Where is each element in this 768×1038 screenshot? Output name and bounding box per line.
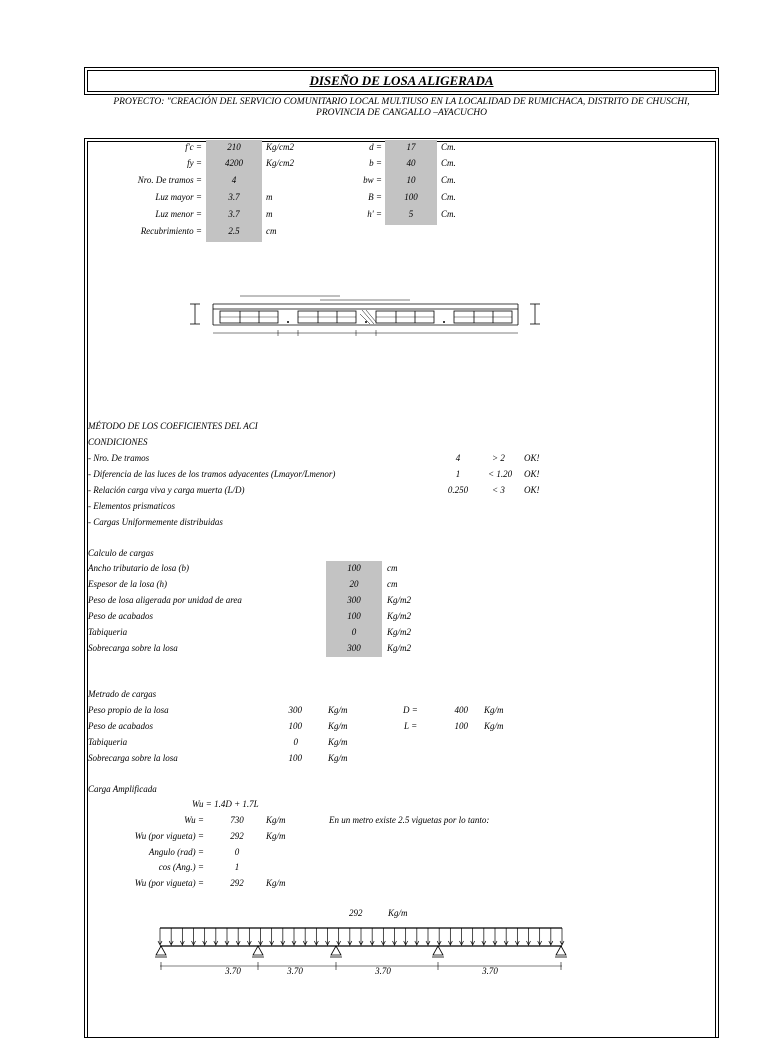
load-unit: cm xyxy=(387,579,398,589)
param-d-value: 17 xyxy=(406,142,416,152)
span-length-label: 3.70 xyxy=(225,966,241,976)
live-load-unit: Kg/m xyxy=(484,721,504,731)
load-unit: Kg/m2 xyxy=(387,611,412,621)
span-length-label: 3.70 xyxy=(375,966,391,976)
project-line-2: PROVINCIA DE CANGALLO –AYACUCHO xyxy=(316,108,487,118)
param-nro-tramos-value: 4 xyxy=(231,175,237,185)
metrado-value: 100 xyxy=(288,721,302,731)
amplified-value: 0 xyxy=(234,847,240,857)
amplified-label: Angulo (rad) = xyxy=(148,847,204,857)
param-fy-label: fy = xyxy=(187,158,202,168)
amplified-unit: Kg/m xyxy=(266,878,286,888)
dead-load-unit: Kg/m xyxy=(484,705,504,715)
param-luz-mayor-label: Luz mayor = xyxy=(155,192,202,202)
amplified-label: Wu (por vigueta) = xyxy=(134,831,204,841)
metrado-unit: Kg/m xyxy=(328,705,348,715)
condition-value: 4 xyxy=(455,453,461,463)
dead-load-label: D = xyxy=(403,705,418,715)
condition-text: - Cargas Uniformemente distribuidas xyxy=(88,517,223,527)
param-fy-unit: Kg/cm2 xyxy=(266,158,294,168)
param-B-unit: Cm. xyxy=(441,192,456,202)
conditions-heading: CONDICIONES xyxy=(88,437,148,447)
load-value: 0 xyxy=(351,627,357,637)
param-luz-menor-unit: m xyxy=(266,209,273,219)
beam-load-unit: Kg/m xyxy=(388,908,408,918)
amplified-label: Wu (por vigueta) = xyxy=(134,878,204,888)
condition-op: < 3 xyxy=(492,485,505,495)
param-fc-unit: Kg/cm2 xyxy=(266,142,294,152)
method-heading: MÉTODO DE LOS COEFICIENTES DEL ACI xyxy=(88,421,258,431)
span-length-label: 3.70 xyxy=(482,966,498,976)
amplified-value: 730 xyxy=(230,815,244,825)
param-luz-menor-value: 3.7 xyxy=(228,209,240,219)
span-length-label: 3.70 xyxy=(287,966,303,976)
live-load-label: L = xyxy=(404,721,418,731)
amplified-label: Wu = xyxy=(184,815,204,825)
load-unit: Kg/m2 xyxy=(387,627,412,637)
slab-section-drawing xyxy=(180,292,560,342)
load-label: Ancho tributario de losa (b) xyxy=(88,563,189,573)
condition-value: 1 xyxy=(455,469,461,479)
amplified-unit: Kg/m xyxy=(266,815,286,825)
param-d-unit: Cm. xyxy=(441,142,456,152)
condition-text: - Nro. De tramos xyxy=(88,453,150,463)
metrado-unit: Kg/m xyxy=(328,737,348,747)
amplified-heading: Carga Amplificada xyxy=(88,784,157,794)
amplified-value: 292 xyxy=(230,831,244,841)
load-value: 20 xyxy=(349,579,359,589)
param-recubrimiento-unit: cm xyxy=(266,226,277,236)
amplified-value: 1 xyxy=(234,862,240,872)
amplified-formula: Wu = 1.4D + 1.7L xyxy=(192,799,259,809)
condition-value: 0.250 xyxy=(447,485,469,495)
load-value: 100 xyxy=(347,611,361,621)
project-line-1: PROYECTO: "CREACIÓN DEL SERVICIO COMUNITARIO LOCAL MULTIUSO EN LA LOCALIDAD DE RUMICHACA, DISTRITO DE CHUSCHI, xyxy=(113,97,690,107)
metrado-value: 100 xyxy=(288,753,302,763)
param-luz-mayor-value: 3.7 xyxy=(228,192,240,202)
param-luz-menor-label: Luz menor = xyxy=(155,209,202,219)
param-b-value: 40 xyxy=(406,158,416,168)
param-B-label: B = xyxy=(368,192,382,202)
param-recubrimiento-label: Recubrimiento = xyxy=(140,226,202,236)
param-recubrimiento-value: 2.5 xyxy=(228,226,240,236)
beam-load-value: 292 xyxy=(349,908,363,918)
condition-text: - Diferencia de las luces de los tramos adyacentes (Lmayor/Lmenor) xyxy=(88,469,336,479)
load-value: 300 xyxy=(347,643,361,653)
project-description xyxy=(84,97,719,119)
condition-op: < 1.20 xyxy=(488,469,513,479)
metrado-label: Sobrecarga sobre la losa xyxy=(88,753,178,763)
condition-status: OK! xyxy=(524,469,540,479)
param-bw-unit: Cm. xyxy=(441,175,456,185)
title-frame xyxy=(84,67,719,95)
load-unit: Kg/m2 xyxy=(387,595,412,605)
param-bw-label: bw = xyxy=(363,175,382,185)
param-d-label: d = xyxy=(369,142,382,152)
support-icon xyxy=(253,946,263,955)
metrado-unit: Kg/m xyxy=(328,753,348,763)
param-fy-value: 4200 xyxy=(225,158,243,168)
metrado-label: Peso propio de la losa xyxy=(88,705,169,715)
loads-heading: Calculo de cargas xyxy=(88,548,154,558)
load-unit: cm xyxy=(387,563,398,573)
amplified-label: cos (Ang.) = xyxy=(158,862,204,872)
condition-text: - Elementos prismaticos xyxy=(88,501,175,511)
param-h-unit: Cm. xyxy=(441,209,456,219)
param-h-label: h' = xyxy=(367,209,382,219)
support-icon xyxy=(156,946,166,955)
vigueta-note: En un metro existe 2.5 viguetas por lo tanto: xyxy=(329,815,490,825)
live-load-value: 100 xyxy=(454,721,468,731)
condition-text: - Relación carga viva y carga muerta (L/D) xyxy=(88,485,245,495)
condition-status: OK! xyxy=(524,485,540,495)
load-unit: Kg/m2 xyxy=(387,643,412,653)
param-h-value: 5 xyxy=(408,209,414,219)
condition-op: > 2 xyxy=(492,453,505,463)
metrado-unit: Kg/m xyxy=(328,721,348,731)
page-title: DISEÑO DE LOSA ALIGERADA xyxy=(309,73,494,88)
support-icon xyxy=(433,946,443,955)
param-fc-value: 210 xyxy=(227,142,241,152)
param-fc-label: f'c = xyxy=(185,142,202,152)
support-icon xyxy=(556,946,566,955)
load-label: Tabiqueria xyxy=(88,627,128,637)
condition-status: OK! xyxy=(524,453,540,463)
metrado-label: Peso de acabados xyxy=(88,721,153,731)
load-value: 300 xyxy=(347,595,361,605)
param-luz-mayor-unit: m xyxy=(266,192,273,202)
load-label: Peso de acabados xyxy=(88,611,153,621)
dead-load-value: 400 xyxy=(454,705,468,715)
load-label: Peso de losa aligerada por unidad de area xyxy=(88,595,242,605)
param-b-label: b = xyxy=(369,158,382,168)
metrado-heading: Metrado de cargas xyxy=(88,689,157,699)
load-label: Espesor de la losa (h) xyxy=(88,579,167,589)
main-frame xyxy=(84,138,719,1038)
param-nro-tramos-label: Nro. De tramos = xyxy=(137,175,202,185)
support-icon xyxy=(331,946,341,955)
metrado-value: 0 xyxy=(293,737,298,747)
load-value: 100 xyxy=(347,563,361,573)
metrado-label: Tabiqueria xyxy=(88,737,128,747)
amplified-unit: Kg/m xyxy=(266,831,286,841)
metrado-value: 300 xyxy=(288,705,302,715)
param-b-unit: Cm. xyxy=(441,158,456,168)
param-bw-value: 10 xyxy=(406,175,416,185)
load-label: Sobrecarga sobre la losa xyxy=(88,643,178,653)
param-B-value: 100 xyxy=(404,192,418,202)
amplified-value: 292 xyxy=(230,878,244,888)
